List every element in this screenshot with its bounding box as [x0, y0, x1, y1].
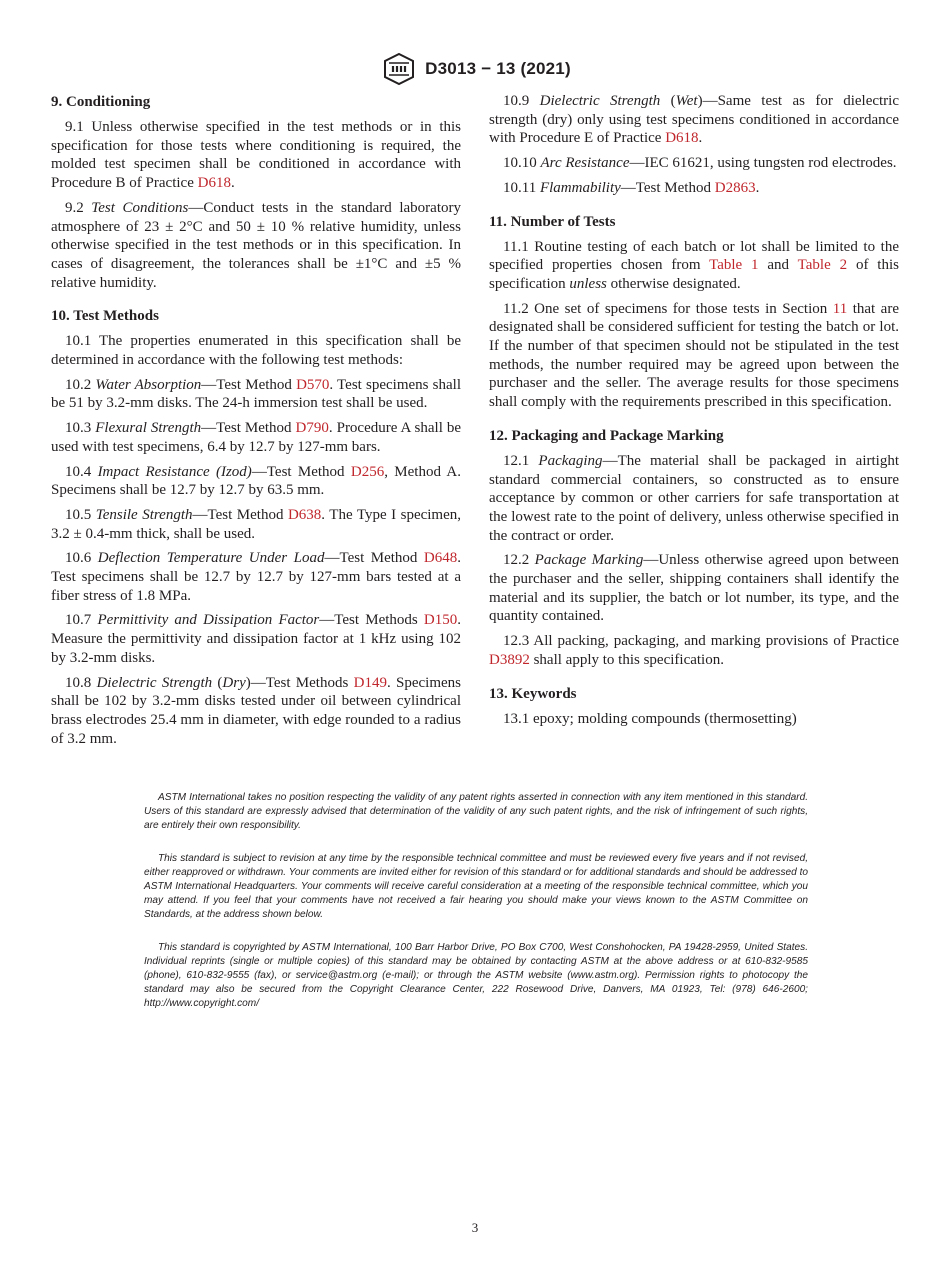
ref-d3892-link[interactable]: D3892: [489, 651, 530, 668]
para-9-2: 9.2 Test Conditions—Conduct tests in the standard laboratory atmosphere of 23 ± 2°C and 50 ± 10 % relative humidity, unless otherwise specified in the test methods or in this specification. In cases of disagreement, the tolerances shall be ±1°C and ±5 % relative humidity.: [51, 199, 461, 291]
ref-d149-link[interactable]: D149: [353, 674, 387, 691]
ref-d570-link[interactable]: D570: [296, 376, 330, 393]
legal-notices: [144, 791, 808, 1030]
para-13-1: 13.1 epoxy; molding compounds (thermosetting): [503, 710, 797, 727]
right-column: [489, 92, 899, 734]
para-10-9: 10.9 Dielectric Strength (Wet)—Same test as for dielectric strength (dry) only using test specimens conditioned in accordance with Procedure E of Practice D618.: [489, 93, 900, 147]
para-10-4: 10.4 Impact Resistance (Izod)—Test Method D256, Method A. Specimens shall be 12.7 by 12.7 by 63.5 mm.: [51, 463, 462, 499]
ref-d618-link[interactable]: D618: [197, 175, 231, 192]
para-10-5: 10.5 Tensile Strength—Test Method D638. The Type I specimen, 3.2 ± 0.4-mm thick, shall be used.: [51, 506, 461, 542]
page-header: [0, 51, 950, 87]
ref-table-2-link[interactable]: Table 2: [797, 257, 848, 274]
section-11-heading: 11. Number of Tests: [489, 213, 616, 230]
page-number: 3: [471, 1220, 479, 1235]
ref-d648-link[interactable]: D648: [423, 550, 458, 567]
ref-d2863-link[interactable]: D2863: [714, 179, 756, 196]
section-13-heading: 13. Keywords: [489, 685, 577, 702]
para-10-6: 10.6 Deflection Temperature Under Load—Test Method D648. Test specimens shall be 12.7 by 12.7 by 127-mm bars tested at a fiber stress of 1.8 MPa.: [51, 550, 461, 604]
para-12-3: 12.3 All packing, packaging, and marking provisions of Practice D3892 shall apply to this specification.: [489, 633, 899, 668]
ref-d638-link[interactable]: D638: [287, 506, 322, 523]
section-9-heading: 9. Conditioning: [51, 94, 151, 110]
para-12-1: 12.1 Packaging—The material shall be packaged in airtight standard commercial containers, so constructed as to ensure acceptance by common or other carriers for safe transportation at the lowest rate to the point of delivery, unless otherwise specified in the contract or order.: [489, 452, 900, 544]
astm-logo-icon: [379, 52, 419, 86]
para-11-2: 11.2 One set of specimens for those tests in Section 11 that are designated shall be considered sufficient for testing the batch or lot. If the number of that specimen should not be stipulated in the test methods, the number required may be agreed upon between the purchaser and the seller. The average results for those specimens shall comply with the requirements prescribed in this specification.: [489, 300, 899, 411]
ref-d618-link[interactable]: D618: [665, 130, 699, 147]
para-10-11: 10.11 Flammability—Test Method D2863.: [503, 179, 760, 196]
para-10-8: 10.8 Dielectric Strength (Dry)—Test Methods D149. Specimens shall be 102 by 3.2-mm disks tested under oil between cylindrical brass electrodes 25.4 mm in diameter, with edge rounded to a radius of 3.2 mm.: [51, 674, 461, 747]
para-10-10: 10.10 Arc Resistance—IEC 61621, using tungsten rod electrodes.: [503, 155, 897, 172]
section-12-heading: 12. Packaging and Package Marking: [489, 427, 724, 444]
ref-d150-link[interactable]: D150: [423, 612, 458, 629]
ref-section-11-link[interactable]: 11: [832, 300, 848, 317]
ref-d256-link[interactable]: D256: [350, 463, 385, 480]
patent-notice: ASTM International takes no position respecting the validity of any patent rights asserted in connection with any item mentioned in this standard. Users of this standard are expressly advised that determination of the validity of any such patent rights, and the risk of infringement of such rights, are entirely their own responsibility.: [144, 792, 808, 831]
revision-notice: This standard is subject to revision at any time by the responsible technical committee and must be reviewed every five years and if not revised, either reapproved or withdrawn. Your comments are invited either for revision of this standard or for additional standards and should be addressed to ASTM International Headquarters. Your comments will receive careful consideration at a meeting of the responsible technical committee, which you may attend. If you feel that your comments have not received a fair hearing you should make your views known to the ASTM Committee on Standards, at the address shown below.: [144, 853, 808, 920]
para-10-3: 10.3 Flexural Strength—Test Method D790. Procedure A shall be used with test specimens, 6.4 by 12.7 by 127-mm bars.: [51, 420, 461, 455]
para-9-1: 9.1 Unless otherwise specified in the test methods or in this specification for those tests where conditioning is required, the molded test specimen shall be conditioned in accordance with Procedure B of Practice D618.: [51, 119, 461, 192]
left-column: [51, 92, 461, 754]
ref-d790-link[interactable]: D790: [295, 420, 329, 437]
section-10-heading: 10. Test Methods: [51, 308, 159, 325]
para-10-1: 10.1 The properties enumerated in this specification shall be determined in accordance with the following test methods:: [51, 333, 461, 369]
designation-title: D3013 − 13 (2021): [425, 59, 571, 78]
copyright-notice: This standard is copyrighted by ASTM International, 100 Barr Harbor Drive, PO Box C700, West Conshohocken, PA 19428-2959, United States. Individual reprints (single or multiple copies) of this standard may be obtained by contacting ASTM at the above address or at 610-832-9585 (phone), 610-832-9555 (fax), or service@astm.org (e-mail); or through the ASTM website (www.astm.org). Permission rights to photocopy the standard may also be secured from the Copyright Clearance Center, 222 Rosewood Drive, Danvers, MA 01923, Tel: (978) 646-2600; http://www.copyright.com/: [144, 942, 808, 1009]
para-11-1: 11.1 Routine testing of each batch or lot shall be limited to the specified properties chosen from Table 1 and Table 2 of this specification unless otherwise designated.: [489, 238, 899, 292]
para-12-2: 12.2 Package Marking—Unless otherwise agreed upon between the purchaser and the seller, shipping containers shall identify the material and its supplier, the batch or lot number, its type, and the quantity contained.: [489, 552, 900, 625]
ref-table-1-link[interactable]: Table 1: [709, 257, 759, 274]
para-10-7: 10.7 Permittivity and Dissipation Factor—Test Methods D150. Measure the permittivity and dissipation factor at 1 kHz using 102 by 3.2-mm disks.: [51, 612, 462, 666]
para-10-2: 10.2 Water Absorption—Test Method D570. Test specimens shall be 51 by 3.2-mm disks. The 24-h immersion test shall be used.: [51, 376, 461, 412]
